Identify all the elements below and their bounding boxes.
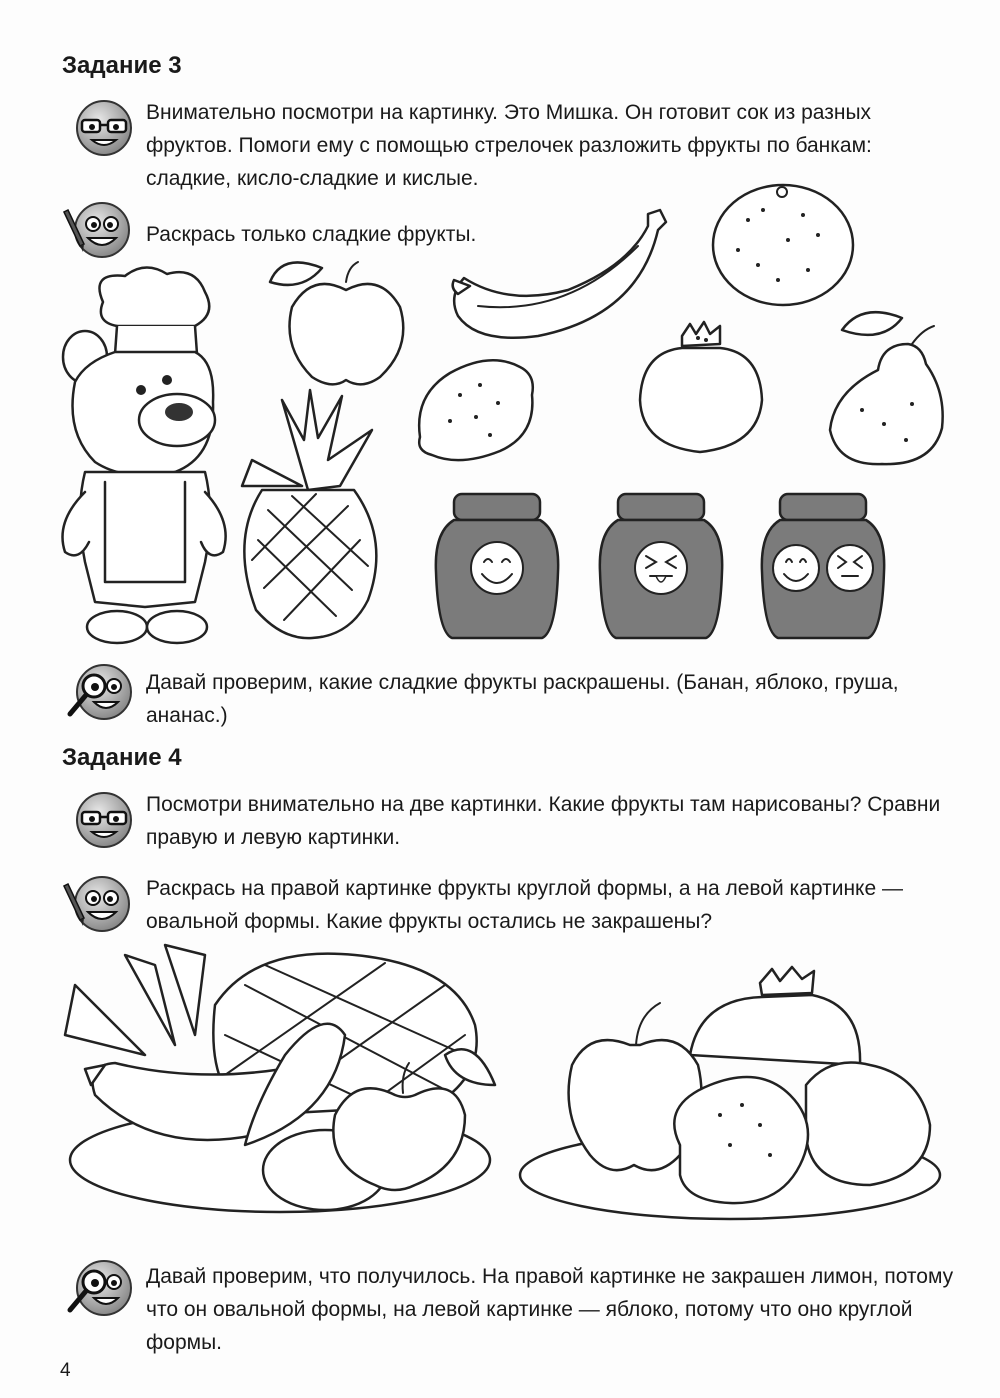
page-number: 4 <box>60 1360 71 1381</box>
task3-check: Давай проверим, какие сладкие фрукты раскрашены. (Банан, яблоко, груша, ананас.) <box>146 671 899 727</box>
apple-illustration <box>262 252 412 387</box>
jar-sour <box>596 492 726 642</box>
smiley-pencil-icon <box>60 200 132 262</box>
jar-sweet-sour <box>758 492 888 642</box>
task3-heading: Задание 3 <box>62 52 182 79</box>
lemon-illustration <box>410 355 540 465</box>
task4-heading: Задание 4 <box>62 744 182 771</box>
orange-illustration <box>708 180 858 310</box>
bear-chef-illustration <box>55 262 235 652</box>
task4-instruction-2: Раскрась на правой картинке фрукты круглой формы, а на левой картинке — овальной формы. Какие фрукты остались не закрашены? <box>146 877 903 933</box>
smiley-magnifier-icon <box>62 662 134 724</box>
jar-sweet <box>432 492 562 642</box>
left-fruit-plate-illustration <box>55 945 505 1220</box>
right-fruit-plate-illustration <box>510 965 950 1220</box>
pomegranate-illustration <box>632 322 770 456</box>
task4-check: Давай проверим, что получилось. На правой картинке не закрашен лимон, потому что он овальной формы, на левой картинке — яблоко, потому что оно круглой формы. <box>146 1265 954 1354</box>
smiley-glasses-icon <box>74 790 134 850</box>
task3-instruction-1: Внимательно посмотри на картинку. Это Мишка. Он готовит сок из разных фруктов. Помоги ему с помощью стрелочек разложить фрукты по банкам: сладкие, кисло-сладкие и кислые. <box>146 101 872 190</box>
smiley-magnifier-icon <box>62 1258 134 1320</box>
task3-instruction-2: Раскрась только сладкие фрукты. <box>146 223 477 246</box>
smiley-glasses-icon <box>74 98 134 158</box>
smiley-pencil-icon <box>60 874 132 936</box>
task4-instruction-1: Посмотри внимательно на две картинки. Какие фрукты там нарисованы? Сравни правую и левую картинки. <box>146 793 941 849</box>
pineapple-illustration <box>232 390 384 640</box>
pear-illustration <box>822 300 952 470</box>
